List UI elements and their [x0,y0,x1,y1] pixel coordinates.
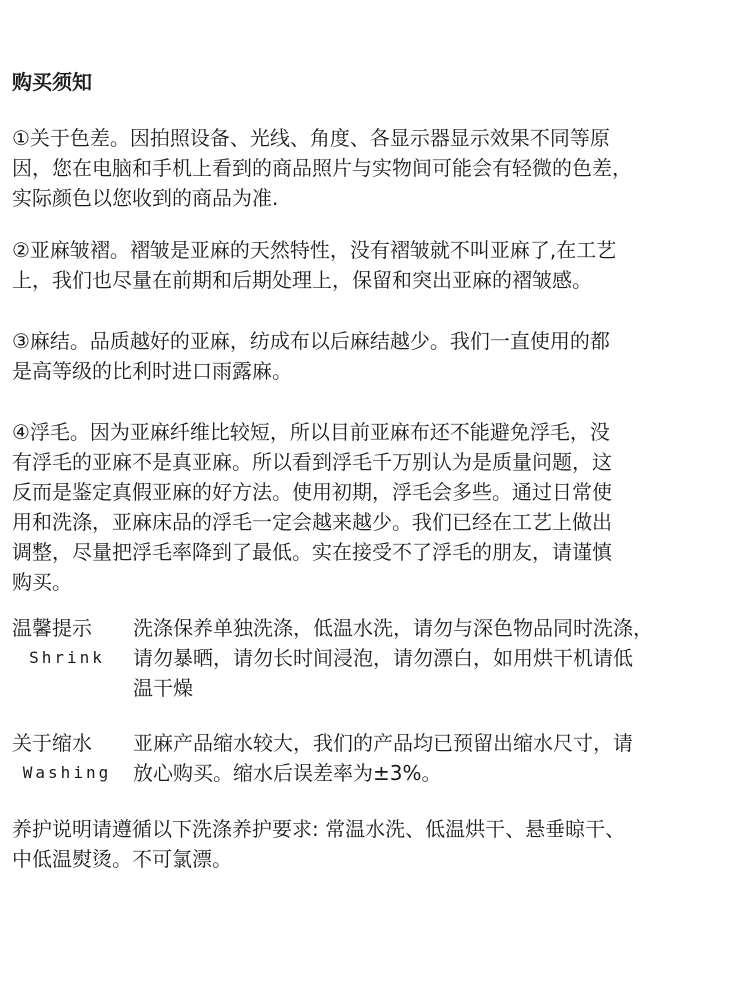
paragraph-line: ①关于色差。因拍照设备、光线、角度、各显示器显示效果不同等原 [12,126,610,150]
paragraph-line: ②亚麻皱褶。褶皱是亚麻的天然特性，没有褶皱就不叫亚麻了,在工艺 [12,238,617,262]
row-line: 温干燥 [133,676,193,700]
care-instructions-paragraph [12,814,742,874]
row-line: 请勿暴晒，请勿长时间浸泡，请勿漂白，如用烘干机请低 [133,646,633,670]
paragraph-line: 调整，尽量把浮毛率降到了最低。实在接受不了浮毛的朋友，请谨慎 [12,540,612,564]
row-line: 洗涤保养单独洗涤，低温水洗，请勿与深色物品同时洗涤， [133,616,653,640]
page-title: 购买须知 [12,70,92,94]
lint-paragraph [12,417,742,597]
paragraph-line: 因，您在电脑和手机上看到的商品照片与实物间可能会有轻微的色差， [12,156,632,180]
row-label-en: Shrink [29,648,105,667]
paragraph-line: ③麻结。品质越好的亚麻，纺成布以后麻结越少。我们一直使用的都 [12,329,610,353]
paragraph-line: 实际颜色以您收到的商品为准. [12,186,279,210]
paragraph-line: ④浮毛。因为亚麻纤维比较短，所以目前亚麻布还不能避免浮毛，没 [12,420,610,444]
linen-wrinkle-paragraph [12,235,742,295]
row-label [12,613,122,673]
color-difference-paragraph [12,123,742,213]
row-label-en: Washing [22,763,112,782]
paragraph-line: 养护说明请遵循以下洗涤养护要求: 常温水洗、低温烘干、悬垂晾干、 [12,817,626,841]
paragraph-line: 上，我们也尽量在前期和后期处理上，保留和突出亚麻的褶皱感。 [12,268,592,292]
row-content [133,613,745,703]
paragraph-line: 购买。 [12,570,72,594]
paragraph-line: 中低温熨烫。不可氯漂。 [12,847,232,871]
paragraph-line: 用和洗涤，亚麻床品的浮毛一定会越来越少。我们已经在工艺上做出 [12,510,612,534]
row-label-cn: 温馨提示 [12,616,92,640]
row-label-cn: 关于缩水 [12,731,92,755]
paragraph-line: 是高等级的比利时进口雨露麻。 [12,359,292,383]
row-label [12,728,122,788]
linen-knot-paragraph [12,326,742,386]
paragraph-line: 有浮毛的亚麻不是真亚麻。所以看到浮毛千万别认为是质量问题，这 [12,450,612,474]
row-line: 亚麻产品缩水较大，我们的产品均已预留出缩水尺寸，请 [133,731,633,755]
paragraph-line: 反而是鉴定真假亚麻的好方法。使用初期，浮毛会多些。通过日常使 [12,480,612,504]
row-line: 放心购买。缩水后误差率为±3%。 [133,761,442,785]
row-content [133,728,745,788]
